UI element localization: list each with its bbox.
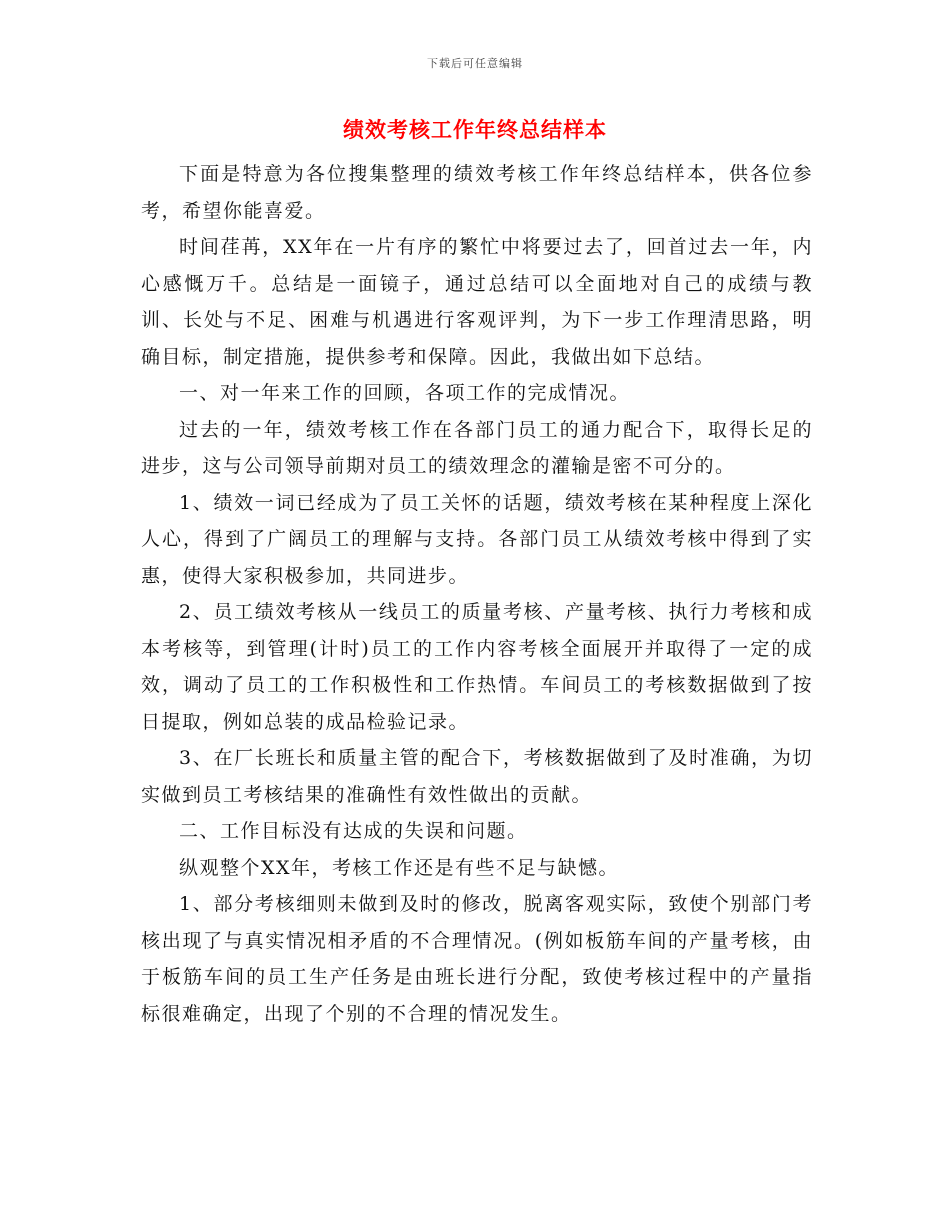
paragraph-point-2: 2、员工绩效考核从一线员工的质量考核、产量考核、执行力考核和成本考核等，到管理(计时)员工的工作内容考核全面展开并取得了一定的成效，调动了员工的工作积极性和工作热情。车间员工的考核数据做到了按日提取，例如总装的成品检验记录。 [141, 601, 813, 733]
header-note: 下载后可任意编辑 [427, 57, 523, 70]
paragraph-intro: 下面是特意为各位搜集整理的绩效考核工作年终总结样本，供各位参考，希望你能喜爱。 [141, 163, 813, 222]
paragraph-opening: 时间荏苒，XX年在一片有序的繁忙中将要过去了，回首过去一年，内心感慨万千。总结是一面镜子，通过总结可以全面地对自己的成绩与教训、长处与不足、困难与机遇进行客观评判，为下一步工作理清思路，明确目标，制定措施，提供参考和保障。因此，我做出如下总结。 [141, 236, 813, 368]
paragraph-overview: 纵观整个XX年，考核工作还是有些不足与缺憾。 [179, 856, 620, 879]
paragraph-point-1: 1、绩效一词已经成为了员工关怀的话题，绩效考核在某种程度上深化人心，得到了广阔员工的理解与支持。各部门员工从绩效考核中得到了实惠，使得大家积极参加，共同进步。 [141, 491, 813, 587]
section-heading-review: 一、对一年来工作的回顾，各项工作的完成情况。 [179, 382, 631, 404]
document-title: 绩效考核工作年终总结样本 [343, 118, 607, 142]
paragraph-problem-1: 1、部分考核细则未做到及时的修改，脱离客观实际，致使个别部门考核出现了与真实情况相矛盾的不合理情况。(例如板筋车间的产量考核，由于板筋车间的员工生产任务是由班长进行分配，致使考核过程中的产量指标很难确定，出现了个别的不合理的情况发生。 [141, 893, 813, 1025]
paragraph-point-3: 3、在厂长班长和质量主管的配合下，考核数据做到了及时准确，为切实做到员工考核结果的准确性有效性做出的贡献。 [141, 747, 813, 806]
document-body [141, 156, 813, 1032]
paragraph-past-year: 过去的一年，绩效考核工作在各部门员工的通力配合下，取得长足的进步，这与公司领导前期对员工的绩效理念的灌输是密不可分的。 [141, 418, 813, 477]
section-heading-problems: 二、工作目标没有达成的失误和问题。 [179, 820, 528, 842]
